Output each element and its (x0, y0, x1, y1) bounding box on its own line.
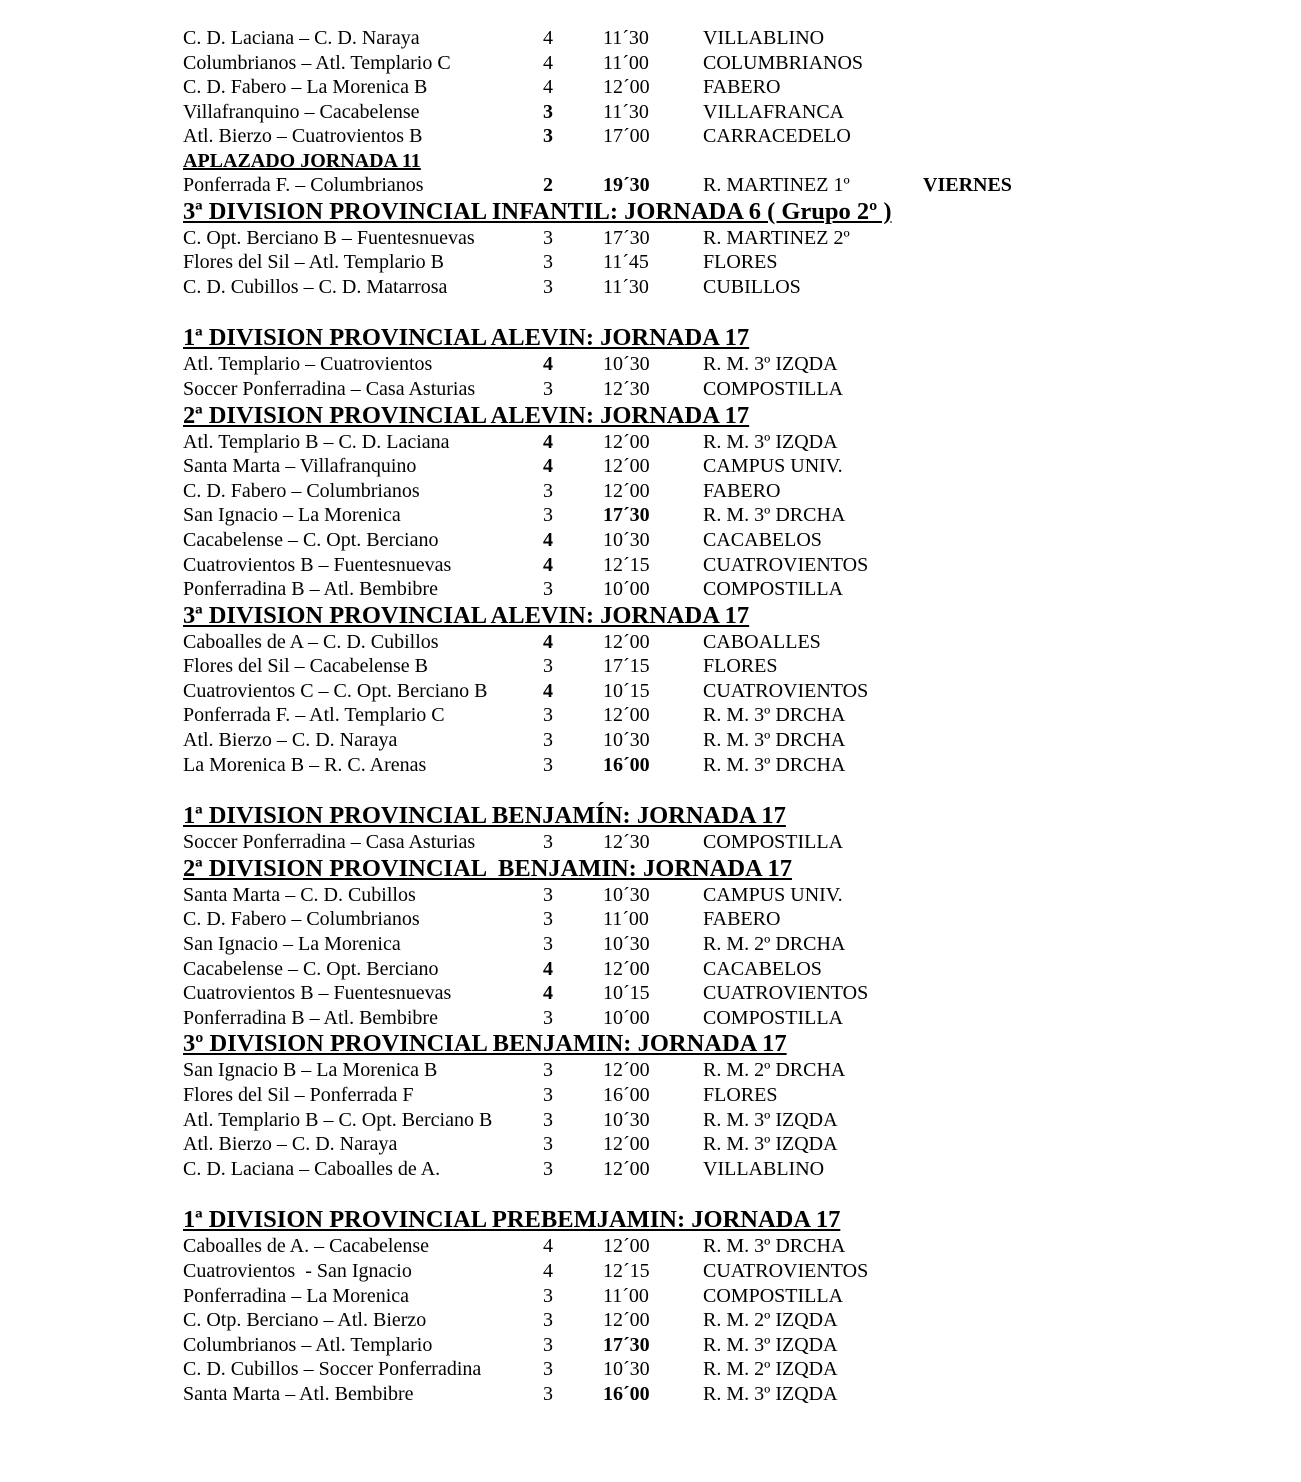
match-time: 11´45 (603, 251, 649, 274)
fixture-row (0, 728, 1301, 753)
match-category: 2 (543, 173, 553, 196)
section-1-benjamin (0, 802, 1301, 855)
match-time: 12´00 (603, 704, 650, 727)
match-time: 12´30 (603, 831, 650, 854)
match-time: 10´30 (603, 1358, 650, 1381)
match-venue: FABERO (703, 479, 781, 502)
fixture-row (0, 981, 1301, 1006)
match-teams: Atl. Templario B – C. Opt. Berciano B (183, 1108, 493, 1131)
match-teams: Soccer Ponferradina – Casa Asturias (183, 831, 476, 854)
match-category: 3 (543, 275, 553, 298)
match-category: 4 (543, 1259, 553, 1282)
match-teams: Flores del Sil – Cacabelense B (183, 655, 428, 678)
match-venue: R. MARTINEZ 2º (703, 226, 850, 249)
match-teams: Cacabelense – C. Opt. Berciano (183, 957, 439, 980)
match-category: 3 (543, 1108, 553, 1131)
fixture-row (0, 577, 1301, 602)
match-teams: C. D. Cubillos – C. D. Matarrosa (183, 275, 448, 298)
match-time: 12´00 (603, 479, 650, 502)
section-postponed (0, 149, 1301, 198)
section-3-benjamin (0, 1030, 1301, 1181)
fixture-row (0, 1234, 1301, 1259)
match-venue: CACABELOS (703, 957, 822, 980)
match-venue: CUATROVIENTOS (703, 679, 869, 702)
fixture-row (0, 1157, 1301, 1182)
match-teams: San Ignacio B – La Morenica B (183, 1059, 438, 1082)
fixture-row (0, 1382, 1301, 1407)
match-time: 12´00 (603, 430, 650, 453)
fixture-row (0, 503, 1301, 528)
fixture-row (0, 430, 1301, 455)
match-teams: Columbrianos – Atl. Templario C (183, 51, 451, 74)
fixture-row (0, 100, 1301, 125)
match-time: 12´00 (603, 957, 650, 980)
match-time: 10´00 (603, 1006, 650, 1029)
section-heading: 2ª DIVISION PROVINCIAL ALEVIN: JORNADA 17 (183, 401, 750, 429)
match-time: 12´00 (603, 76, 650, 99)
match-category: 3 (543, 729, 553, 752)
match-venue: R. M. 3º IZQDA (703, 1382, 838, 1405)
match-time: 17´15 (603, 655, 650, 678)
match-category: 3 (543, 883, 553, 906)
match-category: 3 (543, 578, 553, 601)
section-heading: 1ª DIVISION PROVINCIAL PREBEMJAMIN: JORNADA 17 (183, 1206, 841, 1234)
match-venue: R. M. 2º IZQDA (703, 1309, 838, 1332)
fixture-row (0, 226, 1301, 251)
match-time: 10´30 (603, 1108, 650, 1131)
match-time: 16´00 (603, 753, 650, 776)
match-category: 3 (543, 1333, 553, 1356)
fixture-row (0, 275, 1301, 300)
match-time: 10´15 (603, 982, 650, 1005)
match-venue: CUATROVIENTOS (703, 553, 869, 576)
fixture-row (0, 654, 1301, 679)
match-venue: VILLAFRANCA (703, 100, 845, 123)
match-venue: COMPOSTILLA (703, 377, 844, 400)
match-venue: FABERO (703, 908, 781, 931)
match-teams: Flores del Sil – Ponferrada F (183, 1084, 414, 1106)
match-time: 12´15 (603, 1259, 650, 1282)
match-venue: CUATROVIENTOS (703, 982, 869, 1005)
match-category: 3 (543, 504, 553, 527)
match-time: 11´00 (603, 51, 649, 74)
section-2-alevin (0, 402, 1301, 602)
match-teams: San Ignacio – La Morenica (183, 504, 401, 527)
match-venue: FLORES (703, 1084, 778, 1106)
match-category: 3 (543, 933, 553, 956)
match-venue: FLORES (703, 251, 778, 274)
match-time: 12´00 (603, 455, 650, 478)
fixture-row (0, 679, 1301, 704)
match-category: 3 (543, 1309, 553, 1332)
match-time: 12´00 (603, 630, 650, 653)
match-teams: Santa Marta – Villafranquino (183, 455, 417, 478)
fixture-row (0, 377, 1301, 402)
section-heading: 3ª DIVISION PROVINCIAL ALEVIN: JORNADA 17 (183, 601, 750, 629)
section-1-prebenjamin (0, 1206, 1301, 1406)
match-venue: R. M. 3º DRCHA (703, 704, 846, 727)
match-category: 3 (543, 831, 553, 854)
match-venue: CARRACEDELO (703, 125, 851, 148)
section-3-infantil (0, 198, 1301, 300)
match-venue: R. M. 2º DRCHA (703, 1059, 846, 1082)
section-2-benjamin (0, 855, 1301, 1031)
match-time: 17´30 (603, 226, 650, 249)
match-venue: CABOALLES (703, 630, 821, 653)
match-teams: Columbrianos – Atl. Templario (183, 1333, 433, 1356)
match-venue: R. M. 3º IZQDA (703, 1108, 838, 1131)
match-category: 3 (543, 125, 553, 148)
match-time: 16´00 (603, 1382, 650, 1405)
match-teams: C. D. Laciana – Caboalles de A. (183, 1157, 441, 1180)
section-continuation (0, 26, 1301, 149)
match-teams: San Ignacio – La Morenica (183, 933, 401, 956)
match-teams: Caboalles de A – C. D. Cubillos (183, 630, 439, 653)
match-category: 4 (543, 528, 553, 551)
fixture-row (0, 1308, 1301, 1333)
fixture-row (0, 753, 1301, 778)
match-category: 4 (543, 430, 553, 453)
match-time: 17´30 (603, 1333, 650, 1356)
match-teams: Flores del Sil – Atl. Templario B (183, 251, 445, 274)
match-time: 12´00 (603, 1157, 650, 1180)
fixture-row (0, 250, 1301, 275)
match-venue: CUATROVIENTOS (703, 1259, 869, 1282)
section-1-alevin (0, 324, 1301, 401)
match-teams: Villafranquino – Cacabelense (183, 100, 420, 123)
section-heading: 2ª DIVISION PROVINCIAL BENJAMIN: JORNADA 17 (183, 854, 793, 882)
match-venue: COLUMBRIANOS (703, 51, 864, 74)
match-venue: FABERO (703, 76, 781, 99)
match-category: 3 (543, 1133, 553, 1156)
match-venue: R. M. 3º IZQDA (703, 353, 838, 376)
match-venue: CAMPUS UNIV. (703, 455, 843, 478)
match-category: 3 (543, 1358, 553, 1381)
fixture-row (0, 51, 1301, 76)
match-teams: C. Otp. Berciano – Atl. Bierzo (183, 1309, 427, 1332)
match-category: 4 (543, 353, 553, 376)
match-venue: R. M. 3º IZQDA (703, 430, 838, 453)
match-teams: Cuatrovientos B – Fuentesnuevas (183, 982, 452, 1005)
match-category: 3 (543, 1059, 553, 1082)
match-category: 4 (543, 679, 553, 702)
match-category: 3 (543, 704, 553, 727)
match-time: 10´15 (603, 679, 650, 702)
match-time: 11´00 (603, 1284, 649, 1307)
fixture-row (0, 454, 1301, 479)
match-category: 3 (543, 100, 553, 123)
match-teams: C. D. Cubillos – Soccer Ponferradina (183, 1358, 482, 1381)
fixture-row (0, 1284, 1301, 1309)
match-teams: C. Opt. Berciano B – Fuentesnuevas (183, 226, 475, 249)
match-teams: C. D. Laciana – C. D. Naraya (183, 27, 420, 49)
match-category: 3 (543, 655, 553, 678)
match-category: 4 (543, 76, 553, 99)
match-time: 11´30 (603, 27, 649, 49)
match-day: VIERNES (923, 173, 1012, 196)
match-category: 3 (543, 251, 553, 274)
fixture-row (0, 1259, 1301, 1284)
match-category: 4 (543, 957, 553, 980)
fixture-row (0, 1083, 1301, 1108)
match-category: 4 (543, 27, 553, 49)
match-time: 12´00 (603, 1309, 650, 1332)
match-teams: Atl. Bierzo – Cuatrovientos B (183, 125, 423, 148)
match-category: 3 (543, 479, 553, 502)
match-venue: R. M. 3º DRCHA (703, 729, 846, 752)
match-category: 4 (543, 982, 553, 1005)
match-category: 4 (543, 553, 553, 576)
match-venue: R. M. 3º DRCHA (703, 504, 846, 527)
match-time: 12´15 (603, 553, 650, 576)
match-teams: Atl. Bierzo – C. D. Naraya (183, 729, 398, 752)
match-time: 19´30 (603, 173, 650, 196)
match-teams: C. D. Fabero – Columbrianos (183, 908, 420, 931)
match-teams: C. D. Fabero – La Morenica B (183, 76, 428, 99)
fixture-row (0, 883, 1301, 908)
match-teams: Soccer Ponferradina – Casa Asturias (183, 377, 476, 400)
match-time: 17´30 (603, 504, 650, 527)
match-category: 3 (543, 1084, 553, 1106)
match-category: 3 (543, 226, 553, 249)
match-teams: Atl. Bierzo – C. D. Naraya (183, 1133, 398, 1156)
fixture-row (0, 830, 1301, 855)
fixture-row (0, 124, 1301, 149)
match-time: 11´30 (603, 100, 649, 123)
fixture-row (0, 1108, 1301, 1133)
match-venue: R. MARTINEZ 1º (703, 173, 850, 196)
match-category: 4 (543, 455, 553, 478)
match-time: 12´00 (603, 1235, 650, 1258)
fixture-row (0, 1058, 1301, 1083)
fixture-row (0, 479, 1301, 504)
match-teams: Santa Marta – Atl. Bembibre (183, 1382, 414, 1405)
match-venue: R. M. 3º IZQDA (703, 1333, 838, 1356)
match-venue: R. M. 3º DRCHA (703, 753, 846, 776)
match-category: 3 (543, 908, 553, 931)
match-time: 10´30 (603, 729, 650, 752)
fixture-row (0, 352, 1301, 377)
match-time: 16´00 (603, 1084, 650, 1106)
match-teams: Ponferrada F. – Columbrianos (183, 173, 424, 196)
match-time: 10´30 (603, 933, 650, 956)
match-teams: Cuatrovientos - San Ignacio (183, 1259, 412, 1282)
match-time: 10´30 (603, 353, 650, 376)
fixture-row (0, 173, 1301, 198)
match-venue: VILLABLINO (703, 27, 825, 49)
match-venue: VILLABLINO (703, 1157, 825, 1180)
match-category: 3 (543, 1382, 553, 1405)
fixtures-document (0, 26, 1301, 1407)
section-heading: APLAZADO JORNADA 11 (183, 149, 421, 172)
fixture-row (0, 932, 1301, 957)
match-category: 3 (543, 377, 553, 400)
section-heading: 1ª DIVISION PROVINCIAL ALEVIN: JORNADA 17 (183, 324, 750, 352)
match-teams: La Morenica B – R. C. Arenas (183, 753, 427, 776)
match-time: 10´30 (603, 528, 650, 551)
fixture-row (0, 75, 1301, 100)
match-time: 11´00 (603, 908, 649, 931)
section-heading: 1ª DIVISION PROVINCIAL BENJAMÍN: JORNADA 17 (183, 802, 786, 830)
match-time: 12´00 (603, 1059, 650, 1082)
fixture-row (0, 528, 1301, 553)
match-teams: Santa Marta – C. D. Cubillos (183, 883, 416, 906)
match-teams: Cuatrovientos B – Fuentesnuevas (183, 553, 452, 576)
section-heading: 3º DIVISION PROVINCIAL BENJAMIN: JORNADA 17 (183, 1030, 787, 1058)
match-teams: Cuatrovientos C – C. Opt. Berciano B (183, 679, 488, 702)
match-category: 4 (543, 51, 553, 74)
match-teams: Cacabelense – C. Opt. Berciano (183, 528, 439, 551)
match-teams: Ponferradina – La Morenica (183, 1284, 410, 1307)
match-category: 3 (543, 753, 553, 776)
fixture-row (0, 1357, 1301, 1382)
section-heading: 3ª DIVISION PROVINCIAL INFANTIL: JORNADA 6 ( Grupo 2º ) (183, 197, 892, 225)
match-venue: R. M. 3º IZQDA (703, 1133, 838, 1156)
match-venue: COMPOSTILLA (703, 578, 844, 601)
fixture-row (0, 26, 1301, 51)
match-teams: Ponferradina B – Atl. Bembibre (183, 578, 438, 601)
fixture-row (0, 630, 1301, 655)
match-venue: CAMPUS UNIV. (703, 883, 843, 906)
match-time: 11´30 (603, 275, 649, 298)
match-category: 3 (543, 1284, 553, 1307)
match-venue: FLORES (703, 655, 778, 678)
fixture-row (0, 1333, 1301, 1358)
fixture-row (0, 703, 1301, 728)
match-venue: R. M. 3º DRCHA (703, 1235, 846, 1258)
match-category: 3 (543, 1006, 553, 1029)
match-time: 17´00 (603, 125, 650, 148)
fixture-row (0, 907, 1301, 932)
match-venue: R. M. 2º IZQDA (703, 1358, 838, 1381)
fixture-row (0, 957, 1301, 982)
match-time: 10´30 (603, 883, 650, 906)
match-category: 4 (543, 1235, 553, 1258)
match-category: 3 (543, 1157, 553, 1180)
match-teams: Atl. Templario – Cuatrovientos (183, 353, 433, 376)
fixture-row (0, 1006, 1301, 1031)
match-teams: Ponferrada F. – Atl. Templario C (183, 704, 445, 727)
fixture-row (0, 553, 1301, 578)
match-venue: R. M. 2º DRCHA (703, 933, 846, 956)
match-venue: COMPOSTILLA (703, 1284, 844, 1307)
match-teams: Atl. Templario B – C. D. Laciana (183, 430, 450, 453)
match-time: 12´30 (603, 377, 650, 400)
match-venue: COMPOSTILLA (703, 1006, 844, 1029)
match-time: 10´00 (603, 578, 650, 601)
fixture-row (0, 1132, 1301, 1157)
match-teams: C. D. Fabero – Columbrianos (183, 479, 420, 502)
match-venue: COMPOSTILLA (703, 831, 844, 854)
match-teams: Caboalles de A. – Cacabelense (183, 1235, 430, 1258)
match-venue: CACABELOS (703, 528, 822, 551)
section-3-alevin (0, 602, 1301, 778)
match-time: 12´00 (603, 1133, 650, 1156)
match-teams: Ponferradina B – Atl. Bembibre (183, 1006, 438, 1029)
match-venue: CUBILLOS (703, 275, 801, 298)
match-category: 4 (543, 630, 553, 653)
